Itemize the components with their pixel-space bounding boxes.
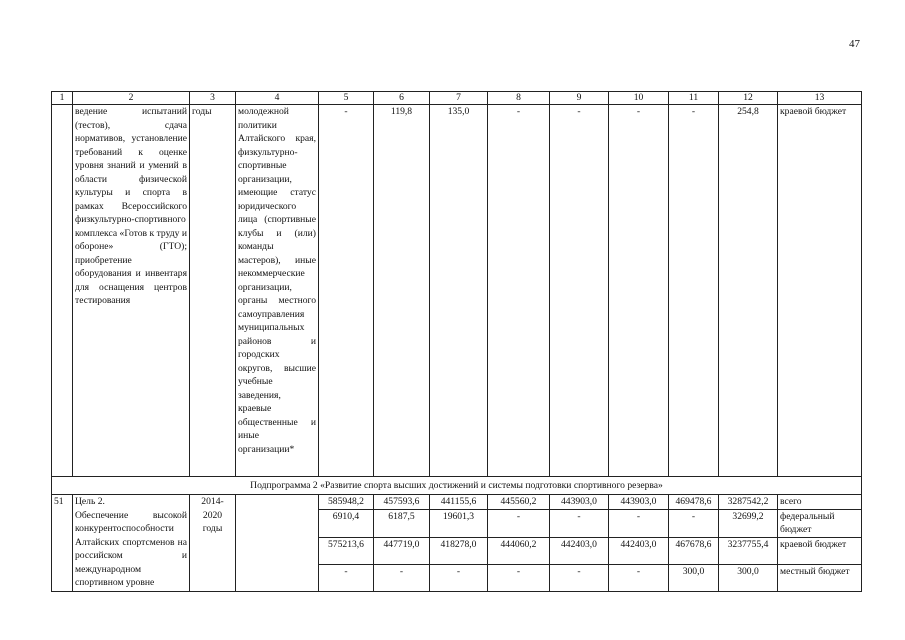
page-number: 47	[849, 38, 860, 50]
value-2017: -	[488, 564, 550, 591]
value-2015: 119,8	[374, 105, 430, 477]
value-2018: -	[550, 509, 609, 537]
value-total: 254,8	[719, 105, 778, 477]
column-header: 10	[609, 92, 669, 105]
value-2020: -	[669, 105, 719, 477]
column-header: 3	[190, 92, 236, 105]
column-header: 2	[73, 92, 190, 105]
goal-description	[73, 495, 190, 592]
value-2016: -	[430, 564, 488, 591]
column-header: 1	[52, 92, 73, 105]
value-2015: 447719,0	[374, 537, 430, 564]
value-2020: 300,0	[669, 564, 719, 591]
value-2019: -	[609, 564, 669, 591]
column-header: 9	[550, 92, 609, 105]
value-2014: 585948,2	[319, 495, 374, 510]
value-2014: -	[319, 105, 374, 477]
value-2019: -	[609, 105, 669, 477]
goal-label: Цель 2.	[75, 496, 105, 507]
column-header: 13	[778, 92, 862, 105]
value-2018: 443903,0	[550, 495, 609, 510]
table-row-continued	[52, 105, 862, 477]
value-2017: 444060,2	[488, 537, 550, 564]
goal-text: Обеспечение высокой конкурентоспособности Алтайских спортсменов на российском и международном спортивном уровне	[75, 509, 187, 588]
value-2020: 467678,6	[669, 537, 719, 564]
value-total: 32699,2	[719, 509, 778, 537]
column-header: 5	[319, 92, 374, 105]
value-2014: -	[319, 564, 374, 591]
column-header: 6	[374, 92, 430, 105]
table-row-51	[52, 495, 862, 510]
event-description: ведение испытаний (тестов), сдача нормативов, установление требований к оценке уровня знаний и умений в области физической культуры и спорта в рамках Всероссийского физкультурно-спортивного комплекса «Готов к труду и обороне» (ГТО); приобретение оборудования и инвентаря для оснащения центров тестирования	[73, 105, 190, 477]
value-2020: 469478,6	[669, 495, 719, 510]
value-total: 3237755,4	[719, 537, 778, 564]
implementation-years: 2014-2020 годы	[190, 495, 236, 592]
column-header: 8	[488, 92, 550, 105]
funding-source: всего	[778, 495, 862, 510]
value-2019: -	[609, 509, 669, 537]
subprogram-title: Подпрограмма 2 «Развитие спорта высших достижений и системы подготовки спортивного резерва»	[52, 477, 862, 495]
value-2020: -	[669, 509, 719, 537]
executors	[236, 495, 319, 592]
funding-source: местный бюджет	[778, 564, 862, 591]
funding-source: федеральный бюджет	[778, 509, 862, 537]
value-2017: -	[488, 105, 550, 477]
row-number	[52, 105, 73, 477]
value-2019: 442403,0	[609, 537, 669, 564]
value-2018: -	[550, 564, 609, 591]
value-2019: 443903,0	[609, 495, 669, 510]
value-2015: 6187,5	[374, 509, 430, 537]
program-table	[51, 91, 862, 592]
funding-source: краевой бюджет	[778, 105, 862, 477]
column-header: 7	[430, 92, 488, 105]
value-2014: 6910,4	[319, 509, 374, 537]
value-2017: 445560,2	[488, 495, 550, 510]
value-2018: 442403,0	[550, 537, 609, 564]
section-row	[52, 477, 862, 495]
row-number: 51	[52, 495, 73, 592]
value-2014: 575213,6	[319, 537, 374, 564]
value-2016: 441155,6	[430, 495, 488, 510]
column-number-row	[52, 92, 862, 105]
value-2015: -	[374, 564, 430, 591]
value-total: 3287542,2	[719, 495, 778, 510]
implementation-years: годы	[190, 105, 236, 477]
value-2016: 418278,0	[430, 537, 488, 564]
value-2016: 135,0	[430, 105, 488, 477]
funding-source: краевой бюджет	[778, 537, 862, 564]
executors: молодежной политики Алтайского края, физкультурно-спортивные организации, имеющие статус юридического лица (спортивные клубы и (или) команды мастеров), иные некоммерческие организации, органы местного самоуправления муниципальных районов и городских округов, высшие учебные заведения, краевые общественные и иные организации*	[236, 105, 319, 477]
value-2015: 457593,6	[374, 495, 430, 510]
value-total: 300,0	[719, 564, 778, 591]
value-2017: -	[488, 509, 550, 537]
value-2018: -	[550, 105, 609, 477]
column-header: 4	[236, 92, 319, 105]
column-header: 11	[669, 92, 719, 105]
value-2016: 19601,3	[430, 509, 488, 537]
column-header: 12	[719, 92, 778, 105]
